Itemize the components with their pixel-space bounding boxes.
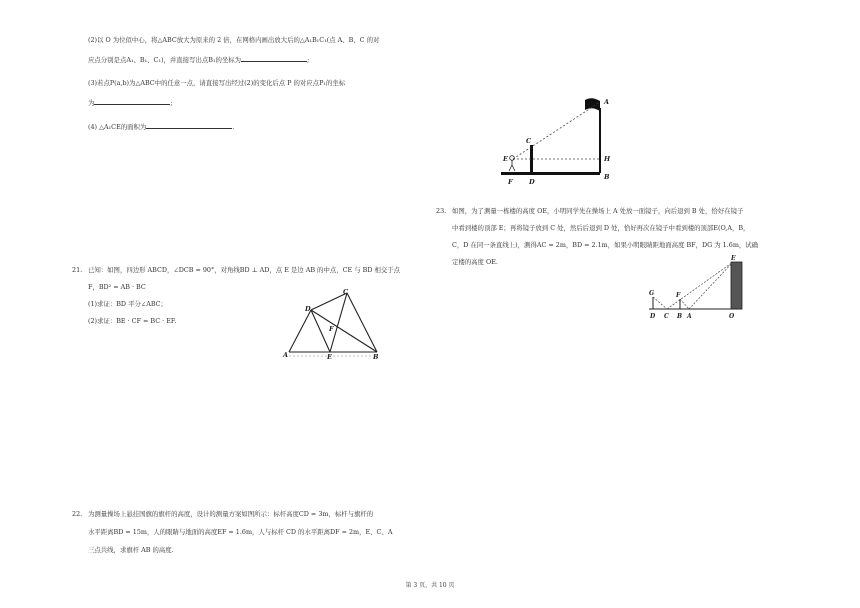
fig22-label-C: C [526, 137, 532, 145]
fig22-label-D: D [529, 178, 535, 186]
q20-part3-line2: 为 ; [88, 99, 173, 107]
q22-line2: 水平距离BD = 15m，人的眼睛与地面的高度EF = 1.6m，人与标杆 CD 的水平距离DF = 2m，E、C、A [88, 528, 393, 536]
q21-line1: 已知：如图，四边形 ABCD，∠DCB = 90°，对角线BD ⊥ AD，点 E 是边 AB 的中点，CE 与 BD 相交于点 [88, 266, 401, 274]
q23-line3: C，D 在同一条直线上)，测得AC = 2m，BD = 2.1m，如果小明眼睛距地面高度 BF，DG 为 1.6m，试确 [452, 241, 759, 249]
q20-part2-line2: 应点分别是点A₁、B₁、C₁)，并直接写出点B₁的坐标为 ; [88, 56, 310, 64]
fig23-label-F: F [676, 292, 681, 299]
fig23-label-O: O [729, 313, 735, 320]
q22-line1: 为测量操场上悬挂国旗的旗杆的高度，设计的测量方案如图所示：标杆高度CD = 3m，标杆与旗杆的 [88, 510, 374, 518]
fig23-label-D: D [650, 313, 656, 320]
fig23-label-C: C [664, 313, 669, 320]
q21-line2: F，BD² = AB · BC [88, 283, 146, 291]
q20-part2-line2-text: 应点分别是点A₁、B₁、C₁)，并直接写出点B₁的坐标为 [88, 56, 242, 64]
answer-blank[interactable] [94, 97, 170, 105]
fig22-label-F: F [508, 178, 513, 186]
q21-line3: (1)求证：BD 平分∠ABC； [88, 300, 167, 308]
fig21-label-A: A [283, 351, 289, 359]
q21-line4: (2)求证：BE · CF = BC · EF. [88, 317, 177, 325]
answer-blank[interactable] [241, 54, 307, 62]
fig23-label-A: A [687, 313, 692, 320]
q22-line3: 三点共线，求旗杆 AB 的高度. [88, 546, 174, 554]
fig23-label-B: B [677, 313, 683, 320]
q23-number: 23. [436, 207, 447, 215]
q23-line2: 中看到楼的顶部 E；再将镜子放到 C 处，然后后退到 D 处，恰好再次在镜子中看到楼的顶部E(O,A，B， [452, 224, 750, 232]
page-footer: 第 3 页，共 10 页 [405, 582, 455, 589]
q20-part4: (4) △A₁CE的面积为 . [88, 123, 235, 131]
fig21-label-E: E [327, 353, 332, 361]
fig21-label-D: D [305, 305, 311, 313]
q22-number: 22. [72, 510, 83, 518]
fig22-label-E: E [503, 155, 508, 163]
q23-line1: 如图，为了测量一栋楼的高度 OE，小明同学先在操场上 A 处放一面镜子，向后退到 B 处，恰好在镜子 [452, 207, 744, 215]
fig22-label-A: A [604, 98, 610, 106]
q20-part3-line2-text: 为 [88, 99, 95, 107]
answer-blank[interactable] [146, 121, 232, 129]
fig21-label-B: B [373, 353, 379, 361]
q23-line4: 定楼的高度 OE. [452, 258, 498, 266]
q20-part2-line1: (2)以 O 为位似中心，将△ABC放大为原来的 2 倍，在网格内画出放大后的△A₁B₁C₁(点 A、B、C 的对 [88, 36, 380, 44]
fig22-label-B: B [604, 173, 610, 181]
fig21-label-C: C [343, 288, 349, 296]
q21-number: 21. [72, 266, 83, 274]
fig22-label-H: H [604, 155, 611, 163]
fig23-label-G: G [649, 290, 655, 297]
fig21-label-F: F [329, 325, 334, 333]
fig23-label-E: E [731, 255, 736, 262]
q20-part3-line1: (3)若点P(a,b)为△ABC中的任意一点，请直接写出经过(2)的变化后点 P 的对应点P₁的坐标 [88, 79, 346, 87]
q20-part4-text: (4) △A₁CE的面积为 [88, 123, 147, 131]
